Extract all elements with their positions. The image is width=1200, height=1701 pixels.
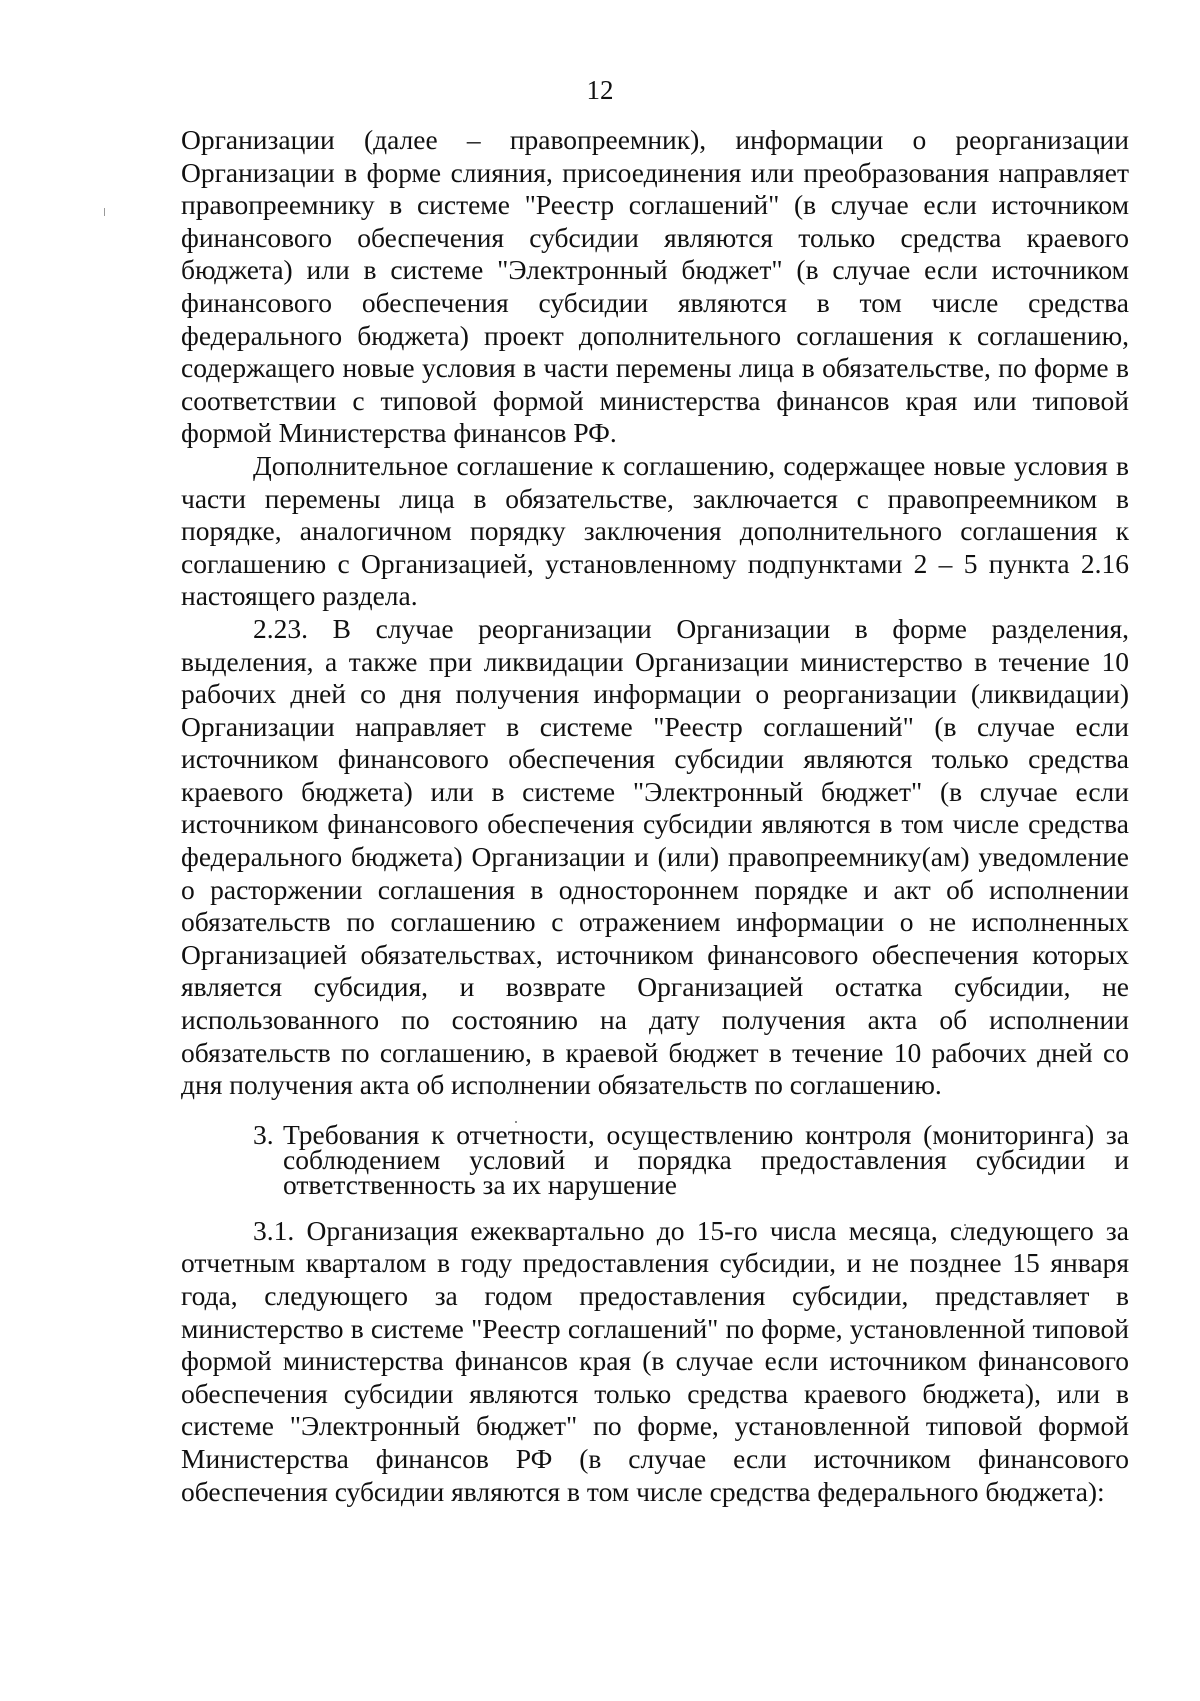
paragraph-3-1: 3.1. Организация ежеквартально до 15-го числа месяца, следующего за отчетным кварталом в году предоставления субсидии, и не позднее 15 января года, следующего за годом предоставления субсидии, представляет в министерство в системе "Реестр соглашений" по форме, установленной типовой формой министерства финансов края (в случае если источником финансового обеспечения субсидии являются только средства краевого бюджета), или в системе "Электронный бюджет" по форме, установленной типовой формой Министерства финансов РФ (в случае если источником финансового обеспечения субсидии являются в том числе средства федерального бюджета): bbox=[181, 1214, 1129, 1507]
paragraph-continuation: Организации (далее – правопреемник), информации о реорганизации Организации в форме слияния, присоединения или преобразования направляет правопреемнику в системе "Реестр соглашений" (в случае если источником финансового обеспечения субсидии являются только средства краевого бюджета) или в системе "Электронный бюджет" (в случае если источником финансового обеспечения субсидии являются в том числе средства федерального бюджета) проект дополнительного соглашения к соглашению, содержащего новые условия в части перемены лица в обязательстве, по форме в соответствии с типовой формой министерства финансов края или типовой формой Министерства финансов РФ. bbox=[181, 124, 1129, 449]
document-body bbox=[181, 124, 1129, 1508]
section-heading bbox=[181, 1118, 1129, 1200]
section-heading-text: Требования к отчетности, осуществлению контроля (мониторинга) за соблюдением условий и порядка предоставления субсидии и ответственность за их нарушение bbox=[283, 1118, 1129, 1200]
page-number: 12 bbox=[586, 75, 614, 105]
paragraph-2-23: 2.23. В случае реорганизации Организации в форме разделения, выделения, а также при ликвидации Организации министерство в течение 10 рабочих дней со дня получения информации о реорганизации (ликвидации) Организации направляет в системе "Реестр соглашений" (в случае если источником финансового обеспечения субсидии являются только средства краевого бюджета) или в системе "Электронный бюджет" (в случае если источником финансового обеспечения субсидии являются в том числе средства федерального бюджета) Организации и (или) правопреемнику(ам) уведомление о расторжении соглашения в одностороннем порядке и акт об исполнении обязательств по соглашению с отражением информации о не исполненных Организацией обязательствах, источником финансового обеспечения которых является субсидия, и возврате Организацией остатка субсидии, не использованного по состоянию на дату получения акта об исполнении обязательств по соглашению, в краевой бюджет в течение 10 рабочих дней со дня получения акта об исполнении обязательств по соглашению. bbox=[181, 612, 1129, 1101]
section-heading-number: 3. bbox=[253, 1118, 274, 1150]
paragraph-additional-agreement: Дополнительное соглашение к соглашению, содержащее новые условия в части перемены лица в обязательстве, заключается с правопреемником в порядке, аналогичном порядку заключения дополнительного соглашения к соглашению с Организацией, установленному подпунктами 2 – 5 пункта 2.16 настоящего раздела. bbox=[181, 449, 1129, 612]
margin-mark bbox=[104, 208, 105, 216]
